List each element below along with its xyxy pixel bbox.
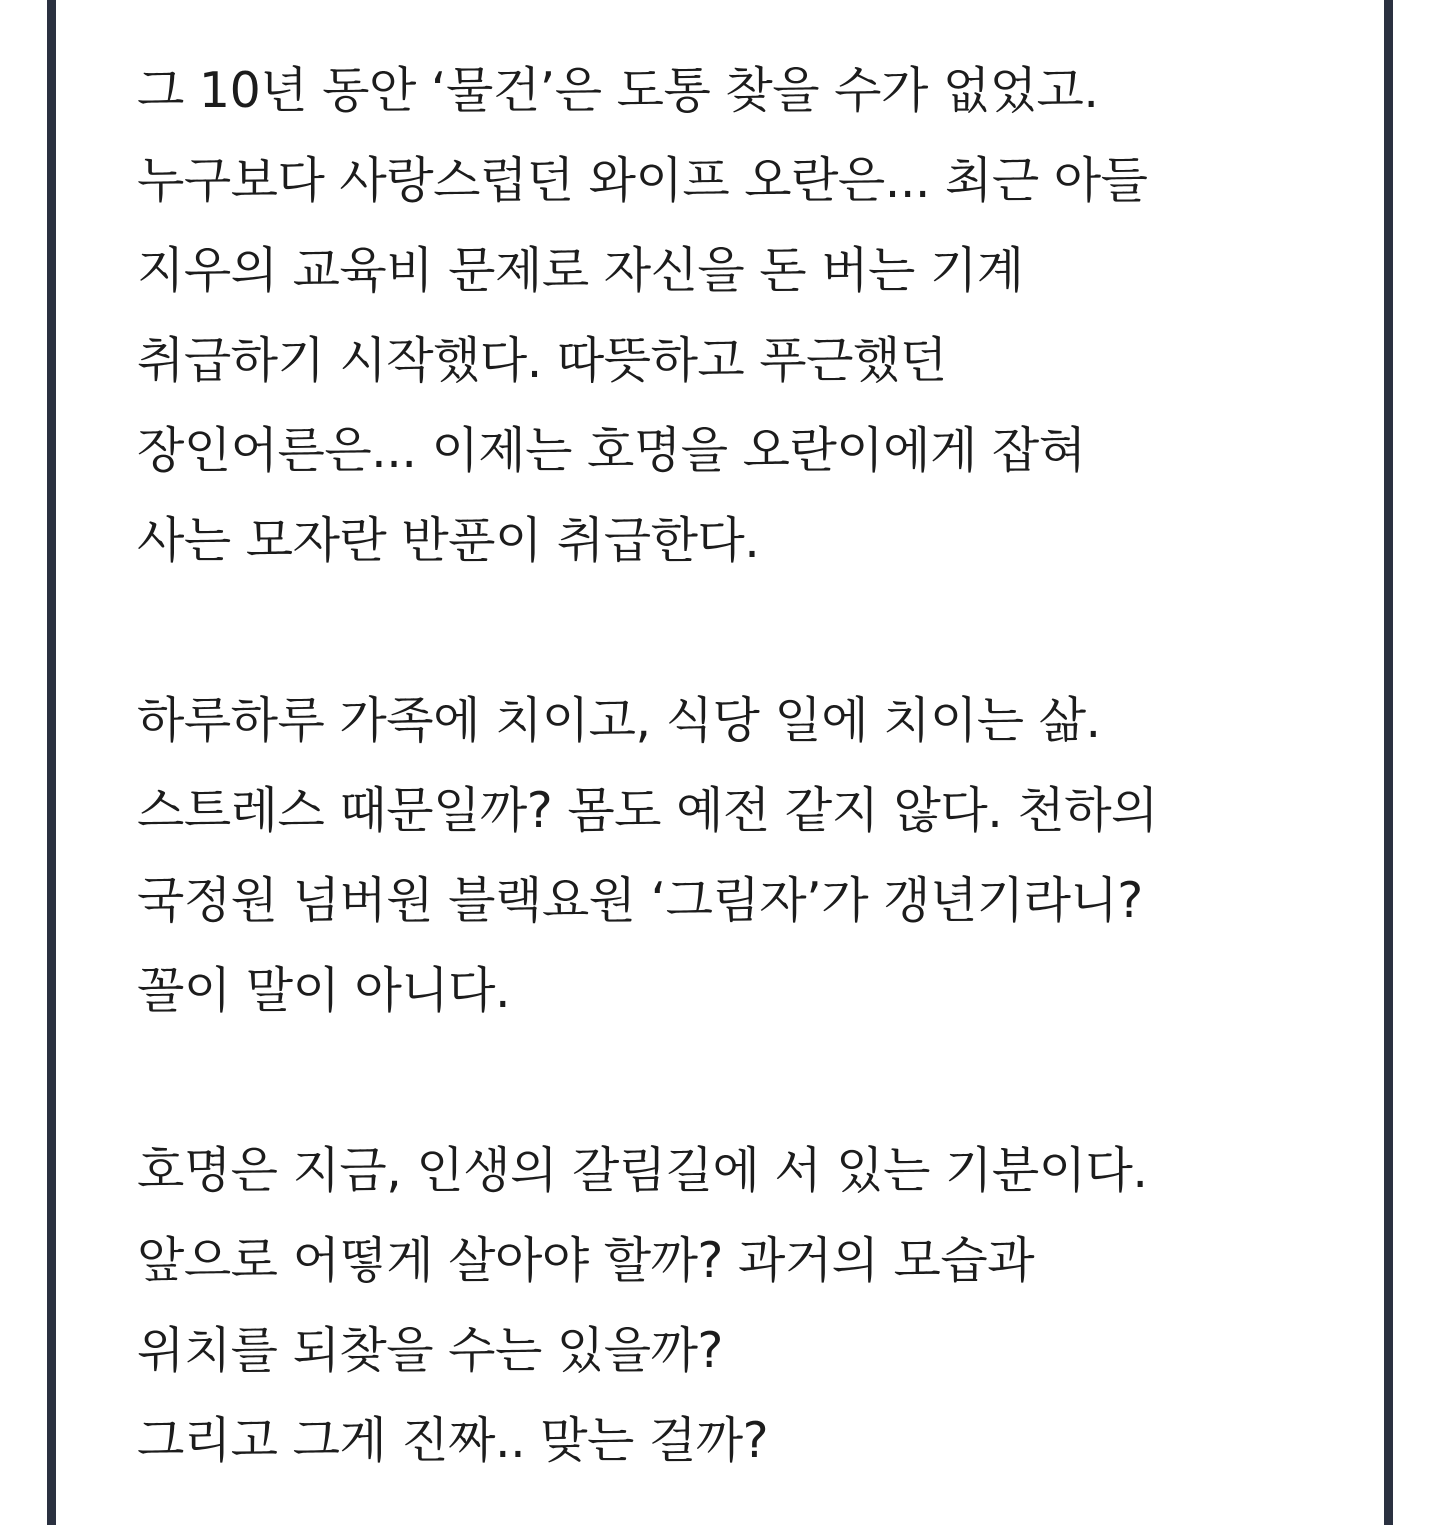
text-line: 호명은 지금, 인생의 갈림길에 서 있는 기분이다. (137, 1142, 1148, 1199)
text-line: 꼴이 말이 아니다. (137, 962, 511, 1019)
text-line: 취급하기 시작했다. 따뜻하고 푸근했던 (137, 332, 947, 389)
text-line: 장인어른은... 이제는 호명을 오란이에게 잡혀 (137, 422, 1086, 479)
text-line: 스트레스 때문일까? 몸도 예전 같지 않다. 천하의 (137, 782, 1158, 839)
text-line: 앞으로 어떻게 살아야 할까? 과거의 모습과 (137, 1232, 1035, 1289)
left-frame-border (47, 0, 56, 1525)
paragraph-1 (137, 58, 1367, 598)
paragraph-2 (137, 688, 1367, 1048)
text-line: 그 10년 동안 ‘물건’은 도통 찾을 수가 없었고. (137, 62, 1099, 119)
paragraph-3 (137, 1138, 1367, 1498)
text-line: 하루하루 가족에 치이고, 식당 일에 치이는 삶. (137, 692, 1101, 749)
text-line: 사는 모자란 반푼이 취급한다. (137, 512, 760, 569)
story-text (137, 58, 1367, 1525)
text-line: 누구보다 사랑스럽던 와이프 오란은... 최근 아들 (137, 152, 1148, 209)
right-frame-border (1384, 0, 1393, 1525)
text-line: 지우의 교육비 문제로 자신을 돈 버는 기계 (137, 242, 1024, 299)
text-line: 위치를 되찾을 수는 있을까? (137, 1322, 723, 1379)
text-line: 그리고 그게 진짜.. 맞는 걸까? (137, 1412, 769, 1469)
text-line: 국정원 넘버원 블랙요원 ‘그림자’가 갱년기라니? (137, 872, 1143, 929)
